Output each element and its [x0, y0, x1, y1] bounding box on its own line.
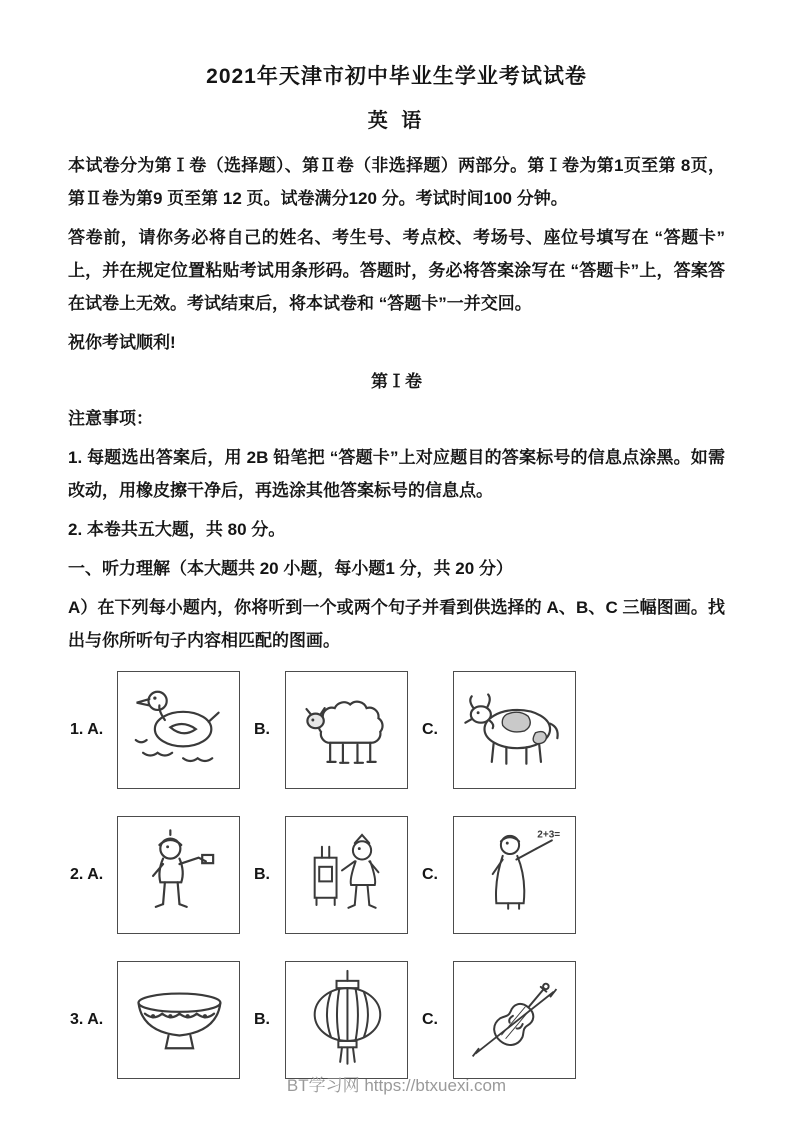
question-2-option-c-label: C. [422, 866, 438, 883]
boy-with-cap-image [117, 816, 240, 934]
intro-paragraph-1: 本试卷分为第Ⅰ卷（选择题）、第Ⅱ卷（非选择题）两部分。第Ⅰ卷为第1页至第 8页，第Ⅱ卷为第9 页至第 12 页。试卷满分120 分。考试时间100 分钟。 [68, 156, 725, 208]
intro-paragraph-2: 答卷前，请你务必将自己的姓名、考生号、考点校、考场号、座位号填写在 “答题卡”上，并在规定位置粘贴考试用条形码。答题时，务必将答案涂写在 “答题卡”上，答案答在试卷上无效。考试结束后，将本试卷和 “答题卡”一并交回。 [68, 228, 725, 313]
question-2-option-b-label: B. [254, 866, 270, 883]
watermark-footer: BT学习网 https://btxuexi.com [286, 1076, 507, 1095]
nurse-and-stove-icon [291, 821, 403, 929]
question-row-2 [70, 816, 725, 934]
question-3-option-b-label: B. [254, 1011, 270, 1028]
listening-section-heading: 一、听力理解（本大题共 20 小题，每小题1 分，共 20 分） [68, 559, 513, 578]
sheep-image [285, 671, 408, 789]
lantern-image [285, 961, 408, 1079]
listening-picture-questions [68, 671, 725, 1079]
bowl-icon [123, 966, 235, 1074]
note-1: 1. 每题选出答案后，用 2B 铅笔把 “答题卡”上对应题目的答案标号的信息点涂黑。如需改动，用橡皮擦干净后，再选涂其他答案标号的信息点。 [68, 448, 725, 500]
duck-icon [123, 676, 235, 784]
question-2-option-a-label: 2. A. [70, 866, 104, 883]
question-row-3 [70, 961, 725, 1079]
subject-title: 英 语 [367, 110, 426, 132]
violin-image [453, 961, 576, 1079]
violin-icon [459, 966, 571, 1074]
section-heading-paper1: 第Ⅰ卷 [371, 372, 422, 391]
cow-image [453, 671, 576, 789]
page-title: 2021年天津市初中毕业生学业考试试卷 [206, 65, 587, 88]
question-3-option-a-label: 3. A. [70, 1011, 104, 1028]
listening-section-description: A）在下列每小题内，你将听到一个或两个句子并看到供选择的 A、B、C 三幅图画。找出与你所听句子内容相匹配的图画。 [68, 598, 725, 650]
blackboard-sum-text: 2+3= [536, 829, 560, 841]
question-3-option-c-label: C. [422, 1011, 438, 1028]
teacher-pointing-icon [459, 821, 571, 929]
question-1-option-a-label: 1. A. [70, 721, 104, 738]
question-1-option-b-label: B. [254, 721, 270, 738]
teacher-pointing-image [453, 816, 576, 934]
question-row-1 [70, 671, 725, 789]
lantern-icon [291, 966, 403, 1074]
sheep-icon [291, 676, 403, 784]
cow-icon [459, 676, 571, 784]
question-1-option-c-label: C. [422, 721, 438, 738]
notes-title: 注意事项： [68, 409, 153, 428]
bowl-image [117, 961, 240, 1079]
duck-image [117, 671, 240, 789]
boy-with-cap-icon [123, 821, 235, 929]
note-2: 2. 本卷共五大题，共 80 分。 [68, 520, 286, 539]
intro-paragraph-3: 祝你考试顺利! [68, 333, 176, 352]
nurse-and-stove-image [285, 816, 408, 934]
